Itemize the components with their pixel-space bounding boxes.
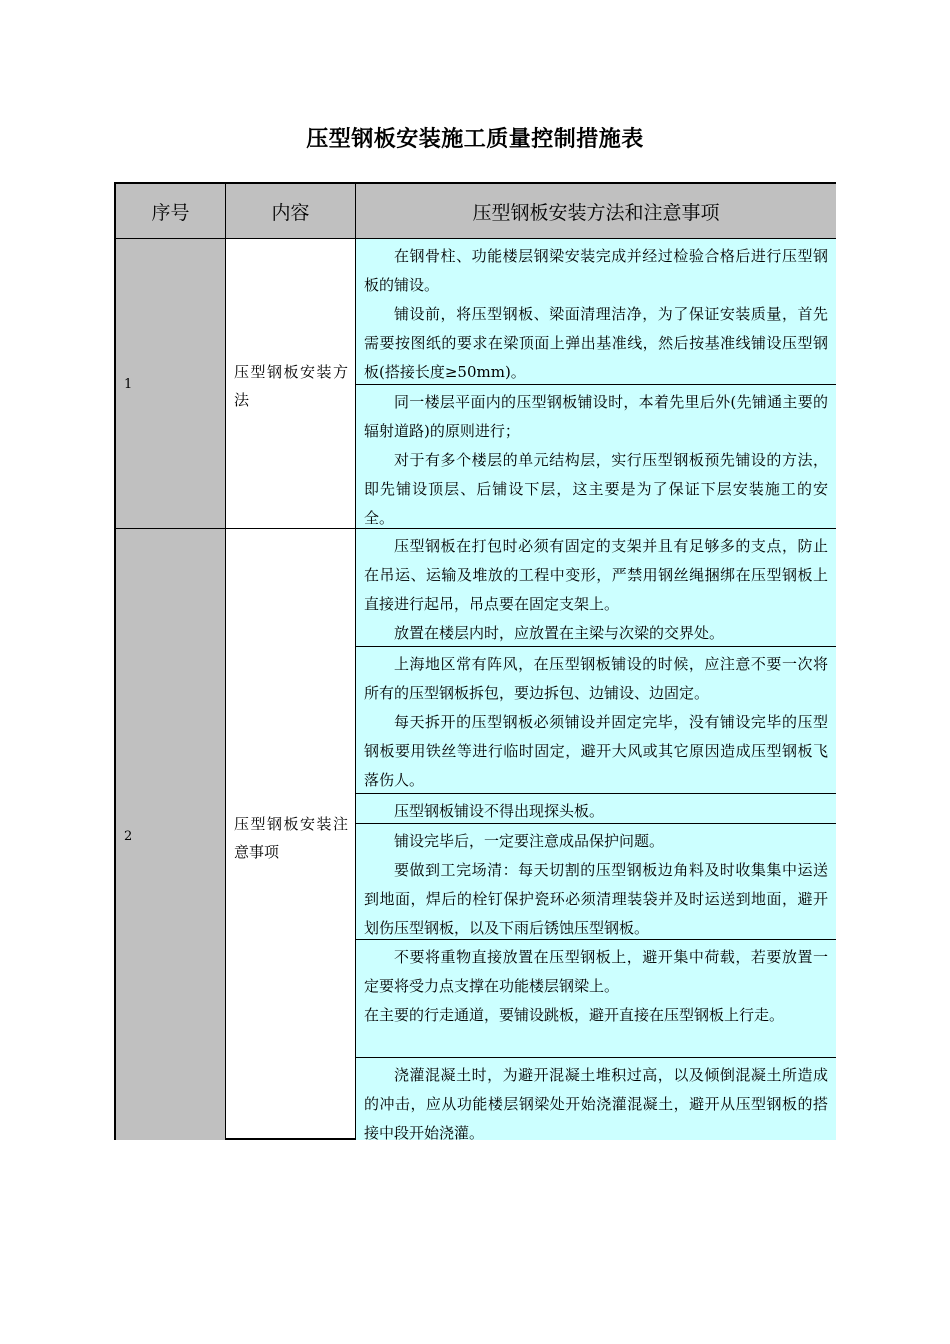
paragraph: 上海地区常有阵风，在压型钢板铺设的时候，应注意不要一次将所有的压型钢板拆包，要边拆包、边铺设、边固定。 bbox=[364, 655, 828, 702]
row-1-cell-1 bbox=[356, 239, 836, 385]
paragraph: 同一楼层平面内的压型钢板铺设时，本着先里后外(先铺通主要的辐射道路)的原则进行； bbox=[364, 393, 828, 440]
paragraph: 浇灌混凝土时，为避开混凝土堆积过高，以及倾倒混凝土所造成的冲击，应从功能楼层钢梁处开始浇灌混凝土，避开从压型钢板的搭接中段开始浇灌。 bbox=[364, 1066, 828, 1142]
paragraph: 不要将重物直接放置在压型钢板上，避开集中荷载，若要放置一定要将受力点支撑在功能楼层钢梁上。 bbox=[364, 948, 828, 995]
row-1-cell-2 bbox=[356, 385, 836, 529]
row-2-cell-4 bbox=[356, 824, 836, 940]
row-2-cell-6 bbox=[356, 1058, 836, 1140]
paragraph: 铺设前，将压型钢板、梁面清理洁净，为了保证安装质量，首先需要按图纸的要求在梁顶面上弹出基准线，然后按基准线铺设压型钢板(搭接长度≥50mm)。 bbox=[364, 305, 828, 381]
row-1-number: 1 bbox=[124, 377, 133, 392]
paragraph: 放置在楼层内时，应放置在主梁与次梁的交界处。 bbox=[394, 624, 725, 642]
paragraph: 压型钢板在打包时必须有固定的支架并且有足够多的支点，防止在吊运、运输及堆放的工程中变形，严禁用钢丝绳捆绑在压型钢板上直接进行起吊，吊点要在固定支架上。 bbox=[364, 537, 828, 613]
paragraph: 要做到工完场清：每天切割的压型钢板边角料及时收集集中运送到地面，焊后的栓钉保护瓷环必须清理装袋并及时运送到地面，避开划伤压型钢板，以及下雨后锈蚀压型钢板。 bbox=[364, 861, 828, 937]
measures-table bbox=[114, 182, 836, 1140]
row-2-cell-1 bbox=[356, 529, 836, 647]
header-number: 序号 bbox=[116, 184, 226, 239]
row-2-number-cell bbox=[116, 529, 226, 1140]
row-2-cell-2 bbox=[356, 647, 836, 794]
page-title: 压型钢板安装施工质量控制措施表 bbox=[306, 127, 644, 152]
row-2-content: 压型钢板安装注意事项 bbox=[234, 815, 348, 861]
paragraph: 压型钢板铺设不得出现探头板。 bbox=[394, 802, 605, 820]
paragraph: 铺设完毕后，一定要注意成品保护问题。 bbox=[394, 832, 665, 850]
row-2-content-cell bbox=[226, 529, 356, 1140]
row-2-cell-5 bbox=[356, 940, 836, 1058]
row-1-number-cell bbox=[116, 239, 226, 529]
row-2-number: 2 bbox=[124, 829, 133, 844]
paragraph: 对于有多个楼层的单元结构层，实行压型钢板预先铺设的方法，即先铺设顶层、后铺设下层，这主要是为了保证下层安装施工的安全。 bbox=[364, 451, 828, 527]
header-content: 内容 bbox=[226, 184, 356, 239]
row-1-content-cell bbox=[226, 239, 356, 529]
row-2-cell-3 bbox=[356, 794, 836, 824]
paragraph: 每天拆开的压型钢板必须铺设并固定完毕，没有铺设完毕的压型钢板要用铁丝等进行临时固定，避开大风或其它原因造成压型钢板飞落伤人。 bbox=[364, 713, 828, 789]
row-1-content: 压型钢板安装方法 bbox=[234, 363, 348, 409]
header-method: 压型钢板安装方法和注意事项 bbox=[356, 184, 836, 239]
paragraph: 在主要的行走通道，要铺设跳板，避开直接在压型钢板上行走。 bbox=[364, 1006, 785, 1024]
paragraph: 在钢骨柱、功能楼层钢梁安装完成并经过检验合格后进行压型钢板的铺设。 bbox=[364, 247, 828, 294]
